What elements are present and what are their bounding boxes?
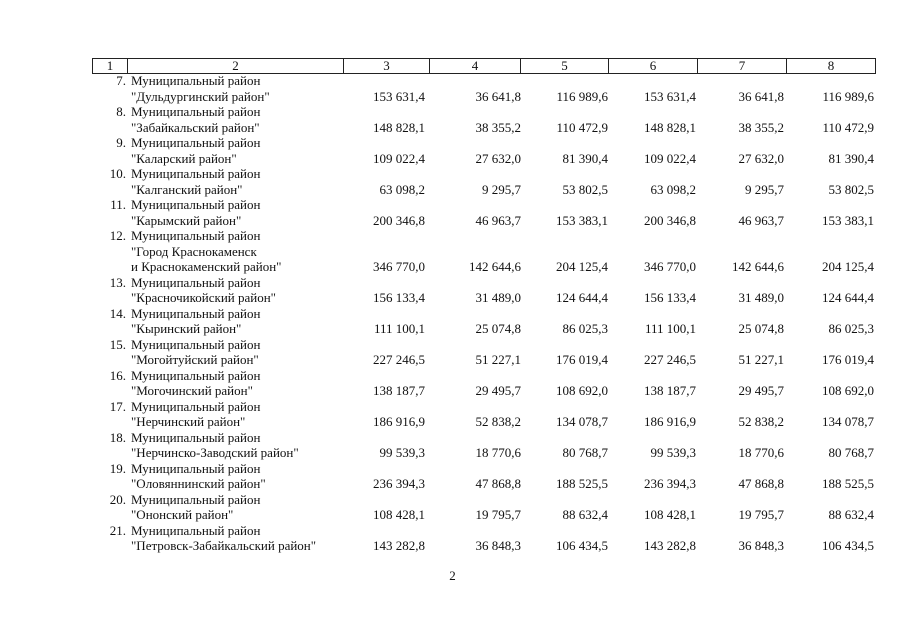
value-col-7: 36 641,8 — [738, 88, 784, 104]
row-number: 13. — [109, 274, 126, 290]
value-col-3: 111 100,1 — [373, 321, 425, 336]
value-col-3: 227 246,5 — [373, 352, 425, 367]
table-header-row — [92, 58, 876, 73]
district-name-line: "Могочинский район" — [131, 383, 253, 398]
value-col-3: 346 770,0 — [373, 259, 425, 274]
value-col-5: 188 525,5 — [556, 476, 608, 491]
row-number: 21. — [109, 522, 126, 538]
district-name-line: Муниципальный район — [131, 522, 261, 538]
value-col-3: 108 428,1 — [373, 507, 425, 522]
value-col-7: 47 868,8 — [738, 476, 784, 491]
value-col-4: 27 632,0 — [475, 150, 521, 166]
value-col-6: 63 098,2 — [650, 181, 696, 197]
header-cell-1: 1 — [92, 58, 127, 74]
value-col-7: 31 489,0 — [738, 290, 784, 305]
value-col-6: 236 394,3 — [644, 476, 696, 491]
value-col-6: 156 133,4 — [644, 290, 696, 305]
value-col-5: 80 768,7 — [562, 445, 608, 460]
value-col-4: 19 795,7 — [475, 507, 521, 522]
value-col-7: 19 795,7 — [738, 507, 784, 522]
value-col-5: 134 078,7 — [556, 414, 608, 429]
value-col-8: 80 768,7 — [828, 445, 874, 460]
district-name-line: Муниципальный район — [131, 429, 261, 445]
table-row — [0, 135, 905, 166]
value-col-4: 52 838,2 — [475, 414, 521, 429]
row-number: 12. — [109, 228, 126, 243]
value-col-7: 142 644,6 — [732, 259, 784, 274]
district-name — [131, 492, 260, 523]
header-cell-4: 4 — [429, 58, 520, 74]
value-col-6: 153 631,4 — [644, 88, 696, 104]
district-name-line: Муниципальный район — [131, 398, 261, 414]
value-col-8: 88 632,4 — [828, 507, 874, 522]
value-col-5: 124 644,4 — [556, 290, 608, 305]
table-row — [0, 228, 905, 275]
value-col-5: 88 632,4 — [562, 507, 608, 522]
table-row — [0, 197, 905, 228]
row-number: 7. — [116, 73, 126, 88]
value-col-7: 46 963,7 — [738, 212, 784, 228]
district-name-line: "Город Краснокаменск — [131, 243, 257, 259]
value-col-5: 53 802,5 — [562, 181, 608, 197]
district-name-line: "Калганский район" — [131, 181, 243, 197]
value-col-3: 236 394,3 — [373, 476, 425, 491]
value-col-4: 29 495,7 — [475, 383, 521, 398]
value-col-5: 110 472,9 — [556, 119, 608, 135]
value-col-8: 124 644,4 — [822, 290, 874, 305]
row-number: 9. — [116, 135, 126, 150]
value-col-7: 36 848,3 — [738, 538, 784, 553]
row-number: 10. — [109, 166, 126, 181]
value-col-3: 186 916,9 — [373, 414, 425, 429]
table-row — [0, 461, 905, 492]
district-name-line: "Петровск-Забайкальский район" — [131, 538, 317, 553]
table-body — [0, 73, 905, 554]
row-number: 8. — [116, 104, 126, 119]
district-name-line: "Кыринский район" — [131, 321, 242, 336]
value-col-6: 143 282,8 — [644, 538, 696, 553]
district-name-line: Муниципальный район — [131, 336, 261, 352]
row-number: 16. — [109, 367, 126, 383]
district-name-line: Муниципальный район — [131, 491, 261, 507]
table-row — [0, 166, 905, 197]
table-row — [0, 306, 905, 337]
value-col-7: 51 227,1 — [738, 352, 784, 367]
district-name — [131, 461, 266, 492]
value-col-8: 86 025,3 — [828, 321, 874, 336]
district-name-line: "Нерчинско-Заводский район" — [131, 445, 299, 460]
district-name-line: Муниципальный район — [131, 166, 261, 181]
district-name-line: "Каларский район" — [131, 150, 237, 166]
value-col-6: 200 346,8 — [644, 212, 696, 228]
table-row — [0, 104, 905, 135]
district-name-line: "Могойтуйский район" — [131, 352, 259, 367]
value-col-4: 31 489,0 — [475, 290, 521, 305]
district-name-line: "Забайкальский район" — [131, 119, 260, 135]
district-name-line: Муниципальный район — [131, 104, 261, 119]
district-name-line: "Нерчинский район" — [131, 414, 246, 429]
value-col-5: 108 692,0 — [556, 383, 608, 398]
table-row — [0, 368, 905, 399]
district-name-line: "Карымский район" — [131, 212, 242, 228]
value-col-8: 81 390,4 — [828, 150, 874, 166]
value-col-6: 227 246,5 — [644, 352, 696, 367]
table-row — [0, 430, 905, 461]
row-number: 19. — [109, 460, 126, 476]
value-col-4: 51 227,1 — [475, 352, 521, 367]
value-col-8: 106 434,5 — [822, 538, 874, 553]
district-name — [131, 430, 299, 461]
value-col-5: 106 434,5 — [556, 538, 608, 553]
value-col-4: 36 848,3 — [475, 538, 521, 553]
value-col-3: 200 346,8 — [373, 212, 425, 228]
district-name — [131, 73, 270, 104]
district-name — [131, 197, 260, 228]
district-name-line: Муниципальный район — [131, 274, 261, 290]
district-name — [131, 228, 281, 275]
value-col-6: 99 539,3 — [650, 445, 696, 460]
value-col-7: 25 074,8 — [738, 321, 784, 336]
value-col-7: 52 838,2 — [738, 414, 784, 429]
value-col-6: 108 428,1 — [644, 507, 696, 522]
value-col-8: 204 125,4 — [822, 259, 874, 274]
table-row — [0, 523, 905, 554]
value-col-7: 18 770,6 — [738, 445, 784, 460]
district-name — [131, 368, 260, 399]
header-cell-2: 2 — [127, 58, 343, 74]
value-col-5: 204 125,4 — [556, 259, 608, 274]
header-cell-3: 3 — [343, 58, 429, 74]
district-name-line: Муниципальный район — [131, 460, 261, 476]
district-name — [131, 399, 260, 430]
value-col-7: 29 495,7 — [738, 383, 784, 398]
district-name-line: Муниципальный район — [131, 367, 261, 383]
district-name — [131, 135, 260, 166]
value-col-5: 86 025,3 — [562, 321, 608, 336]
value-col-8: 153 383,1 — [822, 212, 874, 228]
value-col-4: 9 295,7 — [482, 181, 521, 197]
value-col-8: 116 989,6 — [822, 88, 874, 104]
value-col-3: 143 282,8 — [373, 538, 425, 553]
value-col-4: 142 644,6 — [469, 259, 521, 274]
value-col-3: 148 828,1 — [373, 119, 425, 135]
page-number: 2 — [449, 568, 456, 583]
value-col-5: 153 383,1 — [556, 212, 608, 228]
district-name-line: Муниципальный район — [131, 73, 261, 88]
row-number: 15. — [109, 336, 126, 352]
value-col-3: 63 098,2 — [379, 181, 425, 197]
value-col-8: 110 472,9 — [822, 119, 874, 135]
value-col-7: 9 295,7 — [745, 181, 784, 197]
district-name — [131, 337, 260, 368]
value-col-8: 108 692,0 — [822, 383, 874, 398]
value-col-4: 47 868,8 — [475, 476, 521, 491]
district-name-line: "Дульдургинский район" — [131, 88, 270, 104]
row-number: 17. — [109, 398, 126, 414]
value-col-3: 109 022,4 — [373, 150, 425, 166]
value-col-6: 111 100,1 — [644, 321, 696, 336]
value-col-6: 109 022,4 — [644, 150, 696, 166]
district-name-line: Муниципальный район — [131, 135, 261, 150]
table-row — [0, 73, 905, 104]
district-name-line: Муниципальный район — [131, 228, 261, 243]
row-number: 14. — [109, 305, 126, 321]
district-name — [131, 275, 276, 306]
district-name-line: "Оловяннинский район" — [131, 476, 266, 491]
header-cell-7: 7 — [697, 58, 786, 74]
header-cell-5: 5 — [520, 58, 608, 74]
value-col-5: 116 989,6 — [556, 88, 608, 104]
table-row — [0, 492, 905, 523]
value-col-8: 53 802,5 — [828, 181, 874, 197]
value-col-5: 176 019,4 — [556, 352, 608, 367]
value-col-3: 153 631,4 — [373, 88, 425, 104]
district-name — [131, 306, 260, 337]
row-number: 18. — [109, 429, 126, 445]
table-row — [0, 337, 905, 368]
value-col-4: 25 074,8 — [475, 321, 521, 336]
value-col-8: 188 525,5 — [822, 476, 874, 491]
header-cell-8: 8 — [786, 58, 876, 74]
value-col-7: 38 355,2 — [738, 119, 784, 135]
value-col-8: 176 019,4 — [822, 352, 874, 367]
header-cell-6: 6 — [608, 58, 697, 74]
district-name — [131, 523, 316, 554]
row-number: 20. — [109, 491, 126, 507]
value-col-4: 38 355,2 — [475, 119, 521, 135]
table-row — [0, 275, 905, 306]
district-name-line: и Краснокаменский район" — [131, 259, 282, 274]
value-col-3: 138 187,7 — [373, 383, 425, 398]
district-name-line: "Ононский район" — [131, 507, 234, 522]
value-col-3: 99 539,3 — [379, 445, 425, 460]
value-col-6: 138 187,7 — [644, 383, 696, 398]
value-col-7: 27 632,0 — [738, 150, 784, 166]
value-col-8: 134 078,7 — [822, 414, 874, 429]
district-name — [131, 166, 260, 197]
value-col-4: 36 641,8 — [475, 88, 521, 104]
value-col-4: 18 770,6 — [475, 445, 521, 460]
table-row — [0, 399, 905, 430]
district-name-line: "Красночикойский район" — [131, 290, 276, 305]
district-name — [131, 104, 260, 135]
district-name-line: Муниципальный район — [131, 305, 261, 321]
row-number: 11. — [110, 197, 126, 212]
value-col-3: 156 133,4 — [373, 290, 425, 305]
value-col-4: 46 963,7 — [475, 212, 521, 228]
value-col-6: 346 770,0 — [644, 259, 696, 274]
value-col-6: 148 828,1 — [644, 119, 696, 135]
district-name-line: Муниципальный район — [131, 197, 261, 212]
value-col-5: 81 390,4 — [562, 150, 608, 166]
value-col-6: 186 916,9 — [644, 414, 696, 429]
